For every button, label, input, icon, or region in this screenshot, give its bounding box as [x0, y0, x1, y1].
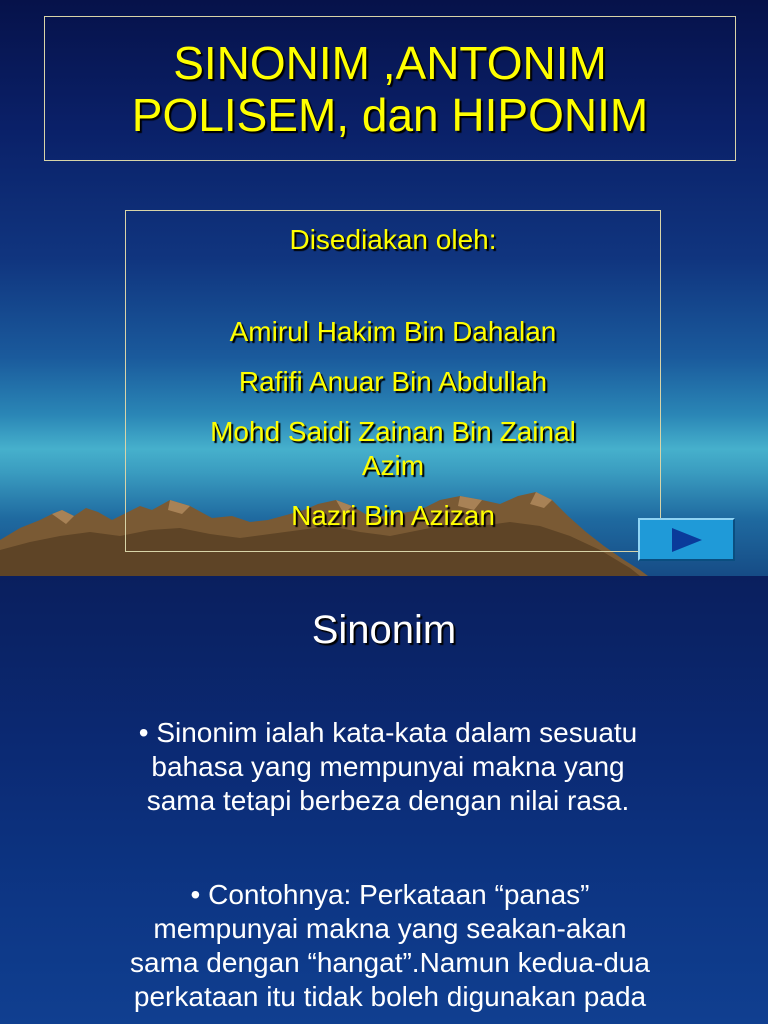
play-arrow-icon	[670, 526, 704, 554]
authors-box	[125, 210, 661, 552]
bullet-line: bahasa yang mempunyai makna yang	[151, 751, 625, 782]
bullet-line: perkataan itu tidak boleh digunakan pada	[133, 981, 647, 1012]
title-box	[44, 16, 736, 161]
author-name-continued: Azim	[361, 450, 425, 481]
title-line-2: POLISEM, dan HIPONIM	[131, 88, 649, 141]
author-name: Amirul Hakim Bin Dahalan	[229, 316, 557, 347]
author-name: Rafifi Anuar Bin Abdullah	[238, 366, 548, 397]
bullet-example	[60, 878, 720, 1014]
bullet-line: sama tetapi berbeza dengan nilai rasa.	[146, 785, 630, 816]
bullet-line: • Sinonim ialah kata-kata dalam sesuatu	[138, 717, 638, 748]
prepared-by-label: Disediakan oleh:	[289, 224, 497, 255]
title-line-1: SINONIM ,ANTONIM	[173, 36, 607, 89]
next-slide-button[interactable]	[638, 518, 735, 561]
slide-title: Sinonim	[311, 608, 457, 652]
bullet-line: sama dengan “hangat”.Namun kedua-dua	[130, 947, 650, 978]
author-name: Nazri Bin Azizan	[291, 500, 495, 531]
author-name: Mohd Saidi Zainan Bin Zainal	[210, 416, 576, 447]
bullet-line: • Contohnya: Perkataan “panas”	[190, 879, 590, 910]
bullet-definition	[68, 716, 708, 818]
bullet-line: mempunyai makna yang seakan-akan	[153, 913, 627, 944]
sinonim-slide	[0, 576, 768, 1024]
